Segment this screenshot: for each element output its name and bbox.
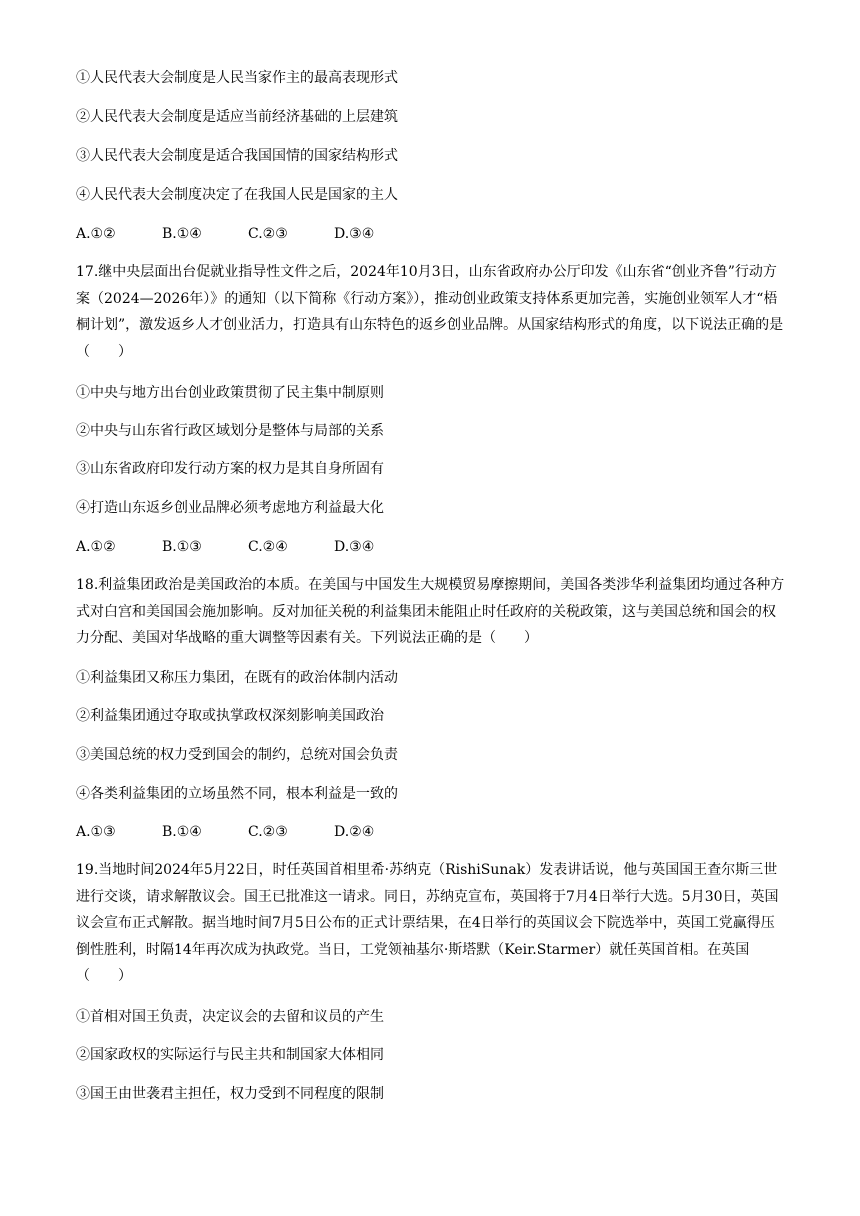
q18-item-4: ④各类利益集团的立场虽然不同，根本利益是一致的 (76, 786, 398, 802)
q17-item-1: ①中央与地方出台创业政策贯彻了民主集中制原则 (76, 385, 384, 401)
q18-item-1: ①利益集团又称压力集团，在既有的政治体制内活动 (76, 670, 398, 686)
q19-item-1: ①首相对国王负责，决定议会的去留和议员的产生 (76, 1009, 384, 1025)
q16-options (76, 224, 420, 244)
q16-item-4: ④人民代表大会制度决定了在我国人民是国家的主人 (76, 187, 398, 203)
q19-item-3: ③国王由世袭君主担任，权力受到不同程度的限制 (76, 1086, 384, 1102)
q16-option-a: A.①② (76, 226, 116, 242)
q18-option-b: B.①④ (162, 824, 202, 840)
q19-stem: 19.当地时间2024年5月22日，时任英国首相里希·苏纳克（RishiSunak）发表讲话说，他与英国国王查尔斯三世进行交谈，请求解散议会。国王已批准这一请求。同日，苏纳克宣布，英国将于7月4日举行大选。5月30日，英国议会宣布正式解散。据当地时间7月5日公布的正式计票结果，在4日举行的英国议会下院选举中，英国工党赢得压倒性胜利，时隔14年再次成为执政党。当日，工党领袖基尔·斯塔默（Keir.Starmer）就任英国首相。在英国（ ） (76, 862, 779, 984)
q16-item-2: ②人民代表大会制度是适应当前经济基础的上层建筑 (76, 109, 398, 125)
q19-item-2: ②国家政权的实际运行与民主共和制国家大体相同 (76, 1047, 384, 1063)
q18-item-2: ②利益集团通过夺取或执掌政权深刻影响美国政治 (76, 708, 384, 724)
q18-option-d: D.②④ (334, 824, 375, 840)
q16-item-1: ①人民代表大会制度是人民当家作主的最高表现形式 (76, 70, 398, 86)
q16-option-b: B.①④ (162, 226, 202, 242)
q17-item-2: ②中央与山东省行政区域划分是整体与局部的关系 (76, 423, 384, 439)
q17-item-3: ③山东省政府印发行动方案的权力是其自身所固有 (76, 461, 384, 477)
q18-stem: 18.利益集团政治是美国政治的本质。在美国与中国发生大规模贸易摩擦期间，美国各类涉华利益集团均通过各种方式对白宫和美国国会施加影响。反对加征关税的利益集团未能阻止时任政府的关税政策，这与美国总统和国会的权力分配、美国对华战略的重大调整等因素有关。下列说法正确的是（ ） (76, 577, 785, 646)
q18-option-a: A.①③ (76, 824, 116, 840)
q17-option-d: D.③④ (334, 539, 375, 555)
q17-option-a: A.①② (76, 539, 116, 555)
q16-option-d: D.③④ (334, 226, 375, 242)
q18-options (76, 822, 420, 842)
q17-stem: 17.继中央层面出台促就业指导性文件之后，2024年10月3日，山东省政府办公厅印发《山东省“创业齐鲁”行动方案（2024—2026年）》的通知（以下简称《行动方案》），推动创业政策支持体系更加完善，实施创业领军人才“梧桐计划”，激发返乡人才创业活力，打造具有山东特色的返乡创业品牌。从国家结构形式的角度，以下说法正确的是（ ） (76, 264, 784, 360)
q18-item-3: ③美国总统的权力受到国会的制约，总统对国会负责 (76, 747, 398, 763)
q17-item-4: ④打造山东返乡创业品牌必须考虑地方利益最大化 (76, 500, 384, 516)
q18-option-c: C.②③ (248, 824, 288, 840)
q17-option-c: C.②④ (248, 539, 288, 555)
q16-option-c: C.②③ (248, 226, 288, 242)
q16-item-3: ③人民代表大会制度是适合我国国情的国家结构形式 (76, 148, 398, 164)
q17-options (76, 537, 420, 557)
q17-option-b: B.①③ (162, 539, 202, 555)
